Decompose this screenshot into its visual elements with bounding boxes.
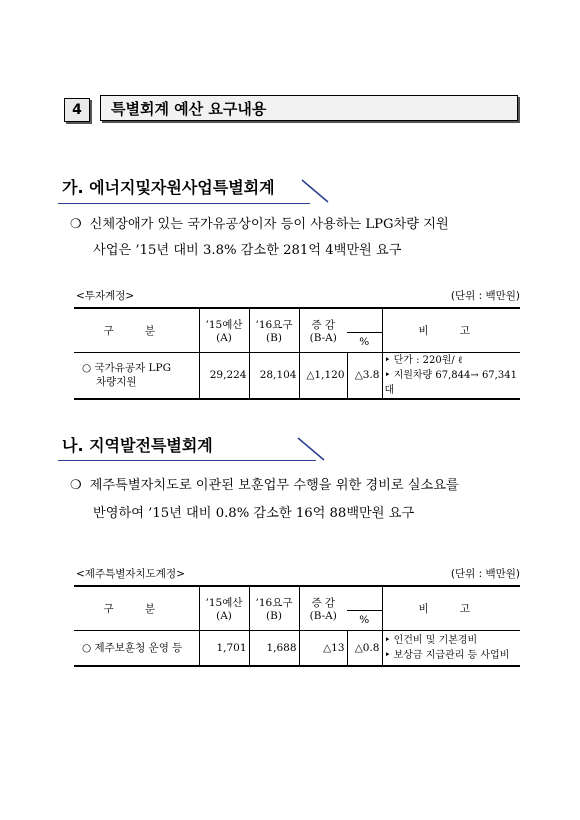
row-v16: 28,104 — [249, 352, 299, 399]
header-category: 구 분 — [74, 586, 199, 630]
row-diff: △13 — [299, 630, 347, 666]
header-diff: 증 감 (B-A) — [299, 308, 347, 352]
subsection-b-underline-slash — [296, 436, 328, 464]
bullet-mark: ❍ — [70, 217, 82, 232]
header-15-budget: ’15예산 (A) — [199, 586, 249, 630]
row-pct: △0.8 — [347, 630, 382, 666]
header-note: 비 고 — [382, 308, 520, 352]
bullet-text-line1: 신체장애가 있는 국가유공상이자 등이 사용하는 LPG차량 지원 — [89, 217, 449, 232]
header-pct: % — [347, 332, 382, 352]
subsection-a-heading: 가. 에너지및자원사업특별회계 — [62, 178, 275, 197]
subsection-b-heading: 나. 지역발전특별회계 — [62, 436, 213, 455]
table-b-label: <제주특별자치도계정> — [76, 568, 185, 580]
bullet-text-line2: 반영하여 ’15년 대비 0.8% 감소한 16억 88백만원 요구 — [93, 506, 415, 521]
subsection-a-bullet — [70, 212, 530, 264]
table-a-unit: (단위 : 백만원) — [450, 290, 520, 302]
row-v15: 29,224 — [199, 352, 249, 399]
section-number-badge: 4 — [64, 98, 90, 122]
table-b-unit: (단위 : 백만원) — [450, 568, 520, 580]
subsection-b-bullet — [70, 472, 530, 528]
header-15-budget: ’15예산 (A) — [199, 308, 249, 352]
row-v15: 1,701 — [199, 630, 249, 666]
bullet-mark: ❍ — [70, 478, 82, 493]
row-note: ‣ 단가 : 220원/ ℓ ‣ 지원차량 67,844→ 67,341대 — [382, 352, 520, 399]
row-category: ○ 국가유공자 LPG 차량지원 — [74, 352, 199, 399]
header-16-request: ’16요구 (B) — [249, 586, 299, 630]
row-category: ○ 제주보훈청 운영 등 — [74, 630, 199, 666]
bullet-text-line1: 제주특별자치도로 이관된 보훈업무 수행을 위한 경비로 실소요를 — [89, 478, 459, 493]
row-pct: △3.8 — [347, 352, 382, 399]
section-title: 특별회계 예산 요구내용 — [100, 95, 518, 121]
table-row — [74, 630, 520, 666]
subsection-a-underline — [58, 203, 310, 204]
table-b — [74, 585, 520, 667]
header-pct: % — [347, 610, 382, 630]
row-v16: 1,688 — [249, 630, 299, 666]
subsection-b-underline — [58, 460, 316, 461]
subsection-a-underline-slash — [300, 178, 332, 206]
header-note: 비 고 — [382, 586, 520, 630]
row-diff: △1,120 — [299, 352, 347, 399]
header-category: 구 분 — [74, 308, 199, 352]
table-a — [74, 307, 520, 400]
bullet-text-line2: 사업은 ’15년 대비 3.8% 감소한 281억 4백만원 요구 — [93, 243, 402, 258]
table-row — [74, 352, 520, 399]
header-diff: 증 감 (B-A) — [299, 586, 347, 630]
header-16-request: ’16요구 (B) — [249, 308, 299, 352]
table-a-label: <투자계정> — [76, 290, 135, 302]
row-note: ‣ 인건비 및 기본경비 ‣ 보상금 지급관리 등 사업비 — [382, 630, 520, 666]
